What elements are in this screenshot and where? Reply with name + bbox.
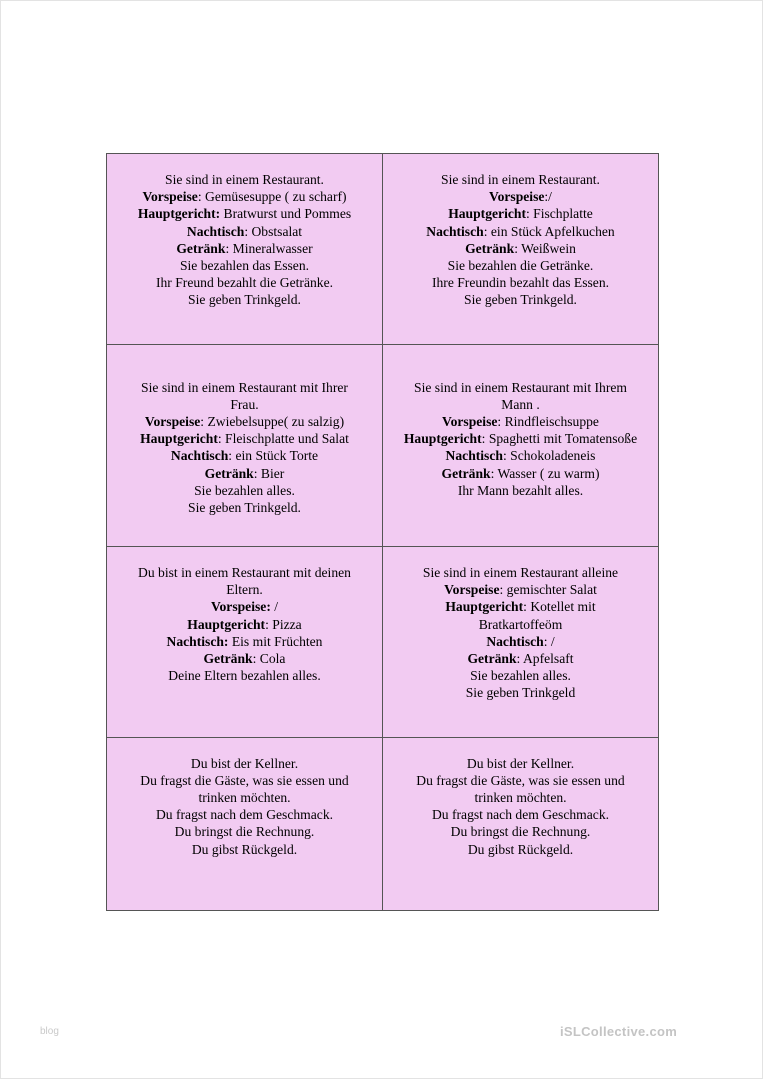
card-line — [111, 482, 378, 499]
card-line-label: Nachtisch — [170, 448, 229, 464]
card-line — [387, 564, 654, 581]
card-line — [111, 789, 378, 806]
card-line-label: Hauptgericht — [448, 206, 526, 222]
card-line — [111, 379, 378, 396]
card-line-text: : Schokoladeneis — [502, 448, 596, 464]
card-line-text: Eltern. — [226, 582, 263, 598]
card-line — [111, 413, 378, 430]
card-line-label: Getränk — [203, 651, 253, 667]
card-line — [111, 755, 378, 772]
card-line-text: Ihr Mann bezahlt alles. — [457, 482, 584, 498]
card-line — [387, 616, 654, 633]
card-line-label: Nachtisch — [426, 223, 484, 239]
card-line-label: Hauptgericht — [140, 431, 218, 447]
card-line-label: Nachtisch — [186, 223, 245, 239]
card-line-text: : Fleischplatte und Salat — [217, 431, 349, 447]
card-line — [111, 841, 378, 858]
card-line — [387, 755, 654, 772]
card-line — [387, 171, 654, 188]
card-line-text: : ein Stück Torte — [228, 448, 319, 464]
card-line-text: : Fischplatte — [525, 206, 593, 222]
card-line-text: trinken möchten. — [474, 789, 567, 805]
role-card-2 — [383, 154, 659, 345]
card-line-label: Nachtisch: — [166, 633, 229, 649]
card-line — [387, 430, 654, 447]
card-line — [387, 806, 654, 823]
card-line — [111, 205, 378, 222]
card-line — [111, 257, 378, 274]
card-line — [387, 465, 654, 482]
card-line-text: : Pizza — [265, 616, 302, 632]
card-line-text: : Spaghetti mit Tomatensoße — [481, 431, 638, 447]
role-card-8 — [383, 737, 659, 910]
footer-site-watermark: iSLCollective.com — [560, 1024, 678, 1039]
card-line — [111, 616, 378, 633]
card-line-text: Eis mit Früchten — [228, 633, 323, 649]
card-line-label: Vorspeise: — [210, 599, 271, 615]
card-line — [111, 430, 378, 447]
card-line — [387, 581, 654, 598]
role-card-3 — [107, 344, 383, 547]
card-line — [387, 274, 654, 291]
card-line-text: : Rindfleischsuppe — [497, 413, 599, 429]
card-line-label: Vorspeise — [144, 413, 201, 429]
card-line-text: Sie bezahlen alles. — [470, 668, 571, 684]
card-line-text: : Gemüsesuppe ( zu scharf) — [197, 189, 347, 205]
card-line — [387, 447, 654, 464]
card-line-text: Du bist in einem Restaurant mit deinen — [138, 565, 351, 581]
role-card-7 — [107, 737, 383, 910]
card-line-text: : Wasser ( zu warm) — [490, 465, 600, 481]
card-line — [387, 789, 654, 806]
card-text — [387, 564, 654, 702]
card-line — [387, 223, 654, 240]
role-card-4 — [383, 344, 659, 547]
card-line — [387, 482, 654, 499]
card-line — [111, 447, 378, 464]
card-line — [111, 465, 378, 482]
card-line-text: Sie bezahlen das Essen. — [179, 258, 310, 274]
card-line-text: Sie geben Trinkgeld. — [464, 292, 577, 308]
card-line-text: Du bist der Kellner. — [466, 755, 575, 771]
card-line-text: : gemischter Salat — [499, 582, 597, 598]
card-line — [111, 171, 378, 188]
role-card-6 — [383, 547, 659, 738]
card-line — [111, 274, 378, 291]
card-line-text: Sie sind in einem Restaurant mit Ihrem — [414, 379, 627, 395]
card-line — [387, 396, 654, 413]
card-line — [111, 823, 378, 840]
card-line-text: Du fragst nach dem Geschmack. — [155, 807, 334, 823]
card-line — [111, 564, 378, 581]
card-line-text: Sie geben Trinkgeld — [465, 685, 576, 701]
card-line-label: Vorspeise — [489, 189, 545, 205]
role-card-1 — [107, 154, 383, 345]
card-line — [387, 413, 654, 430]
card-line-text: / — [270, 599, 279, 615]
card-text — [111, 379, 378, 517]
card-line-text: Du gibst Rückgeld. — [191, 841, 298, 857]
card-line — [111, 291, 378, 308]
card-text — [111, 564, 378, 684]
card-text — [111, 755, 378, 858]
card-row — [107, 737, 659, 910]
card-line-text: : ein Stück Apfelkuchen — [483, 223, 615, 239]
card-line — [387, 598, 654, 615]
card-line-text: Sie bezahlen die Getränke. — [447, 258, 594, 274]
card-line-label: Getränk — [465, 240, 515, 256]
card-line — [111, 240, 378, 257]
card-line-label: Getränk — [176, 240, 226, 256]
card-line-text: : Bier — [253, 465, 285, 481]
card-line-text: Ihre Freundin bezahlt das Essen. — [431, 275, 610, 291]
card-text — [111, 171, 378, 309]
card-line-text: trinken möchten. — [198, 789, 291, 805]
card-line-label: Hauptgericht — [403, 431, 482, 447]
card-line — [111, 806, 378, 823]
card-line-text: : / — [543, 633, 555, 649]
card-line-text: : Kotellet mit — [523, 599, 596, 615]
card-line-text: Sie sind in einem Restaurant. — [441, 172, 600, 187]
card-line — [387, 667, 654, 684]
card-line-text: :/ — [544, 189, 552, 205]
card-line-text: Du bist der Kellner. — [190, 755, 299, 771]
card-line — [387, 205, 654, 222]
card-line-text: : Obstsalat — [244, 223, 303, 239]
card-line — [387, 841, 654, 858]
card-line — [387, 684, 654, 701]
card-line-label: Vorspeise — [444, 582, 500, 598]
card-line — [387, 772, 654, 789]
card-line — [111, 499, 378, 516]
card-line — [387, 240, 654, 257]
card-line-label: Nachtisch — [486, 633, 544, 649]
card-text — [387, 379, 654, 499]
card-line-label: Vorspeise — [142, 189, 198, 205]
card-text — [387, 171, 654, 309]
card-line-text: Frau. — [230, 396, 259, 412]
role-play-card-grid — [106, 153, 659, 911]
card-line-text: : Weißwein — [514, 240, 576, 256]
card-line — [111, 598, 378, 615]
card-line — [111, 650, 378, 667]
card-line-label: Hauptgericht — [187, 616, 266, 632]
card-line-text: : Mineralwasser — [225, 240, 313, 256]
card-line — [387, 650, 654, 667]
card-line — [387, 633, 654, 650]
card-line-text: Bratwurst und Pommes — [220, 206, 352, 222]
card-row — [107, 344, 659, 547]
footer-blog-mark: blog — [40, 1026, 59, 1037]
card-row — [107, 154, 659, 345]
card-line-text: Sie sind in einem Restaurant. — [165, 172, 324, 187]
card-line — [111, 667, 378, 684]
card-line — [387, 291, 654, 308]
card-row — [107, 547, 659, 738]
card-line-text: Du fragst die Gäste, was sie essen und — [140, 772, 349, 788]
card-line-text: Bratkartoffeöm — [478, 616, 563, 632]
card-line-label: Hauptgericht — [445, 599, 524, 615]
card-line-label: Vorspeise — [442, 413, 498, 429]
card-line-text: Sie bezahlen alles. — [194, 482, 295, 498]
card-line-text: : Cola — [252, 651, 286, 667]
card-text — [387, 755, 654, 858]
card-line-label: Getränk — [204, 465, 254, 481]
card-line-text: Sie sind in einem Restaurant alleine — [422, 565, 619, 581]
card-line-text: Du gibst Rückgeld. — [467, 841, 574, 857]
card-line — [387, 379, 654, 396]
card-line-text: Du bringst die Rechnung. — [174, 824, 315, 840]
card-line-label: Getränk — [467, 651, 517, 667]
card-line — [111, 633, 378, 650]
card-line-text: : Zwiebelsuppe( zu salzig) — [200, 413, 345, 429]
card-line — [387, 257, 654, 274]
card-line-text: Mann . — [501, 396, 540, 412]
card-line-text: Deine Eltern bezahlen alles. — [168, 668, 321, 684]
card-line-text: Du fragst die Gäste, was sie essen und — [416, 772, 625, 788]
card-line-text: Ihr Freund bezahlt die Getränke. — [155, 275, 334, 291]
card-line — [111, 223, 378, 240]
card-line-label: Nachtisch — [445, 448, 503, 464]
card-line-label: Getränk — [441, 465, 491, 481]
card-line-text: : Apfelsaft — [516, 651, 574, 667]
card-line — [387, 823, 654, 840]
card-line — [111, 772, 378, 789]
card-line-text: Sie geben Trinkgeld. — [188, 499, 301, 515]
card-line-text: Du fragst nach dem Geschmack. — [431, 807, 610, 823]
card-line — [111, 188, 378, 205]
card-line — [111, 396, 378, 413]
card-line — [111, 581, 378, 598]
card-line-text: Sie sind in einem Restaurant mit Ihrer — [141, 379, 348, 395]
card-line-text: Du bringst die Rechnung. — [450, 824, 591, 840]
role-card-5 — [107, 547, 383, 738]
card-line-text: Sie geben Trinkgeld. — [188, 292, 301, 308]
card-line — [387, 188, 654, 205]
card-line-label: Hauptgericht: — [137, 206, 221, 222]
